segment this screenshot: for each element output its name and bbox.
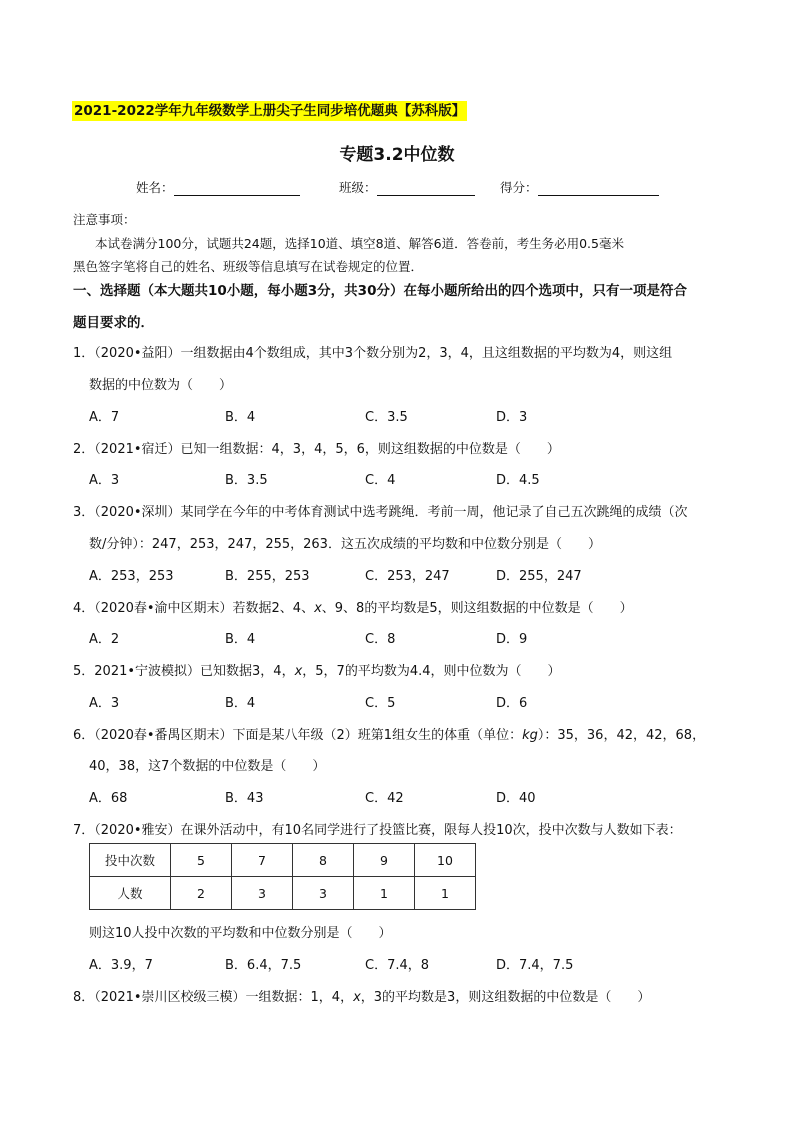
- table-cell: 10: [415, 844, 476, 877]
- notes-line-1: 本试卷满分100分，试题共24题，选择10道、填空8道、解答6道．答卷前，考生务必用0.5毫米: [95, 236, 624, 251]
- question-3-option-a[interactable]: A．253，253: [89, 569, 174, 584]
- question-6-option-c[interactable]: C．42: [365, 791, 404, 806]
- table-cell: 9: [354, 844, 415, 877]
- question-2-option-c[interactable]: C．4: [365, 473, 396, 488]
- question-3-line-1: 3．（2020•深圳）某同学在今年的中考体育测试中选考跳绳．考前一周，他记录了自己五次跳绳的成绩（次: [73, 505, 688, 520]
- question-4-text-a: 4．（2020春•渝中区期末）若数据2、4、: [73, 601, 315, 616]
- question-3-option-d[interactable]: D．255，247: [496, 569, 582, 584]
- question-1-option-a[interactable]: A．7: [89, 410, 120, 425]
- question-2-line-1: 2．（2021•宿迁）已知一组数据：4，3，4，5，6，则这组数据的中位数是（ ）: [73, 442, 560, 457]
- table-cell: 1: [415, 877, 476, 910]
- question-5-line-1: [73, 660, 561, 679]
- question-3-option-b[interactable]: B．255，253: [225, 569, 310, 584]
- question-5-text-a: 5．2021•宁波模拟）已知数据3，4，: [73, 664, 295, 679]
- question-7-option-b[interactable]: B．6.4，7.5: [225, 958, 302, 973]
- table-cell: 5: [171, 844, 232, 877]
- page-title: 专题3.2中位数: [339, 145, 455, 165]
- question-7-option-a[interactable]: A．3.9，7: [89, 958, 153, 973]
- question-2-option-b[interactable]: B．3.5: [225, 473, 268, 488]
- question-6-text-a: 6．（2020春•番禺区期末）下面是某八年级（2）班第1组女生的体重（单位：: [73, 728, 523, 743]
- class-blank[interactable]: [377, 182, 475, 196]
- variable-x: x: [294, 664, 303, 679]
- section-heading-line-2: 题目要求的．: [73, 315, 154, 331]
- name-label: 姓名：: [136, 180, 174, 195]
- question-8-line-1: [73, 986, 650, 1005]
- question-2-option-d[interactable]: D．4.5: [496, 473, 540, 488]
- score-blank[interactable]: [538, 182, 659, 196]
- question-7-option-d[interactable]: D．7.4，7.5: [496, 958, 574, 973]
- variable-x: x: [353, 990, 361, 1005]
- question-6-line-2: 40，38，这7个数据的中位数是（ ）: [89, 759, 326, 774]
- question-5-option-c[interactable]: C．5: [365, 696, 396, 711]
- score-label: 得分：: [500, 180, 538, 195]
- question-3-line-2: 数/分钟）：247，253，247，255，263．这五次成绩的平均数和中位数分别是（ ）: [89, 537, 601, 552]
- table-cell: 3: [232, 877, 293, 910]
- table-cell: 8: [293, 844, 354, 877]
- notes-line-2: 黑色签字笔将自己的姓名、班级等信息填写在试卷规定的位置．: [73, 259, 424, 274]
- question-6-line-1: [73, 724, 705, 743]
- series-banner: 2021-2022学年九年级数学上册尖子生同步培优题典【苏科版】: [74, 103, 466, 119]
- question-4-option-a[interactable]: A．2: [89, 632, 120, 647]
- question-6-text-b: ）：35，36，42，42，68，: [537, 728, 706, 743]
- variable-x: x: [314, 601, 322, 616]
- table-cell: 人数: [90, 877, 171, 910]
- table-cell: 7: [232, 844, 293, 877]
- table-cell: 3: [293, 877, 354, 910]
- table-row: [90, 877, 476, 910]
- question-7-option-c[interactable]: C．7.4，8: [365, 958, 430, 973]
- notes-heading: 注意事项：: [73, 212, 136, 227]
- table-cell: 投中次数: [90, 844, 171, 877]
- question-7-line-1: 7．（2020•雅安）在课外活动中，有10名同学进行了投篮比赛，限每人投10次，投中次数与人数如下表：: [73, 823, 682, 838]
- question-4-line-1: [73, 597, 633, 616]
- question-6-option-d[interactable]: D．40: [496, 791, 536, 806]
- table-row: [90, 844, 476, 877]
- question-8-text-b: ，3的平均数是3，则这组数据的中位数是（ ）: [360, 990, 651, 1005]
- question-1-line-2: 数据的中位数为（ ）: [89, 378, 233, 393]
- class-field[interactable]: [339, 178, 475, 196]
- question-4-option-c[interactable]: C．8: [365, 632, 396, 647]
- question-5-text-b: ，5，7的平均数为4.4，则中位数为（ ）: [302, 664, 561, 679]
- score-field[interactable]: [500, 178, 659, 196]
- table-cell: 2: [171, 877, 232, 910]
- question-5-option-a[interactable]: A．3: [89, 696, 120, 711]
- name-blank[interactable]: [174, 182, 300, 196]
- section-heading-line-1: 一、选择题（本大题共10小题，每小题3分，共30分）在每小题所给出的四个选项中，只有一项是符合: [73, 283, 687, 299]
- name-field[interactable]: [136, 178, 300, 196]
- question-4-text-b: 、9、8的平均数是5，则这组数据的中位数是（ ）: [321, 601, 633, 616]
- question-6-option-b[interactable]: B．43: [225, 791, 264, 806]
- question-1-option-b[interactable]: B．4: [225, 410, 256, 425]
- question-5-option-b[interactable]: B．4: [225, 696, 256, 711]
- question-7-table: [89, 843, 476, 910]
- question-1-line-1: 1．（2020•益阳）一组数据由4个数组成，其中3个数分别为2，3，4，且这组数据的平均数为4，则这组: [73, 346, 673, 361]
- question-1-option-d[interactable]: D．3: [496, 410, 528, 425]
- class-label: 班级：: [339, 180, 377, 195]
- question-2-option-a[interactable]: A．3: [89, 473, 120, 488]
- question-1-option-c[interactable]: C．3.5: [365, 410, 408, 425]
- question-5-option-d[interactable]: D．6: [496, 696, 528, 711]
- question-6-option-a[interactable]: A．68: [89, 791, 128, 806]
- question-4-option-d[interactable]: D．9: [496, 632, 528, 647]
- unit-kg: kg: [522, 728, 538, 743]
- question-4-option-b[interactable]: B．4: [225, 632, 256, 647]
- question-8-text-a: 8．（2021•崇川区校级三模）一组数据：1，4，: [73, 990, 354, 1005]
- question-3-option-c[interactable]: C．253，247: [365, 569, 450, 584]
- table-cell: 1: [354, 877, 415, 910]
- question-7-line-2: 则这10人投中次数的平均数和中位数分别是（ ）: [89, 926, 392, 941]
